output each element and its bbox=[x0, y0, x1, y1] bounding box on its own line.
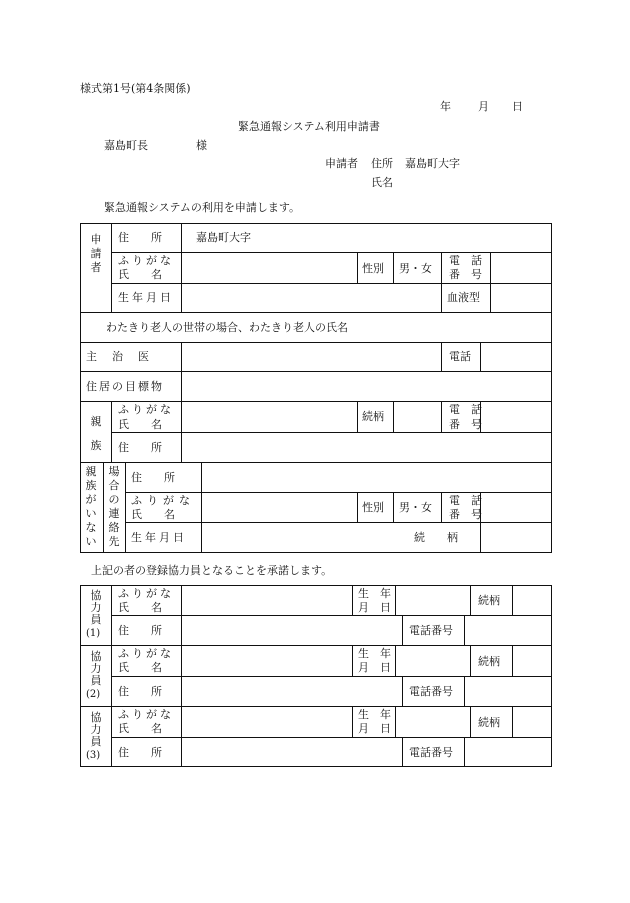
relative-relation-label: 続柄 bbox=[362, 410, 384, 423]
helper2-address-label: 住 所 bbox=[118, 685, 162, 698]
applicant-label: 申請者 bbox=[325, 157, 358, 170]
applicant-gender-label: 性別 bbox=[362, 262, 384, 275]
helper3-number: (3) bbox=[86, 750, 101, 761]
applicant-furigana-label: ふりがな bbox=[118, 254, 174, 267]
helper1-birth-label-1: 生 年 bbox=[358, 587, 391, 600]
applicant-address-label: 住所 bbox=[371, 157, 393, 170]
helper1-birth-label-2: 月 日 bbox=[358, 601, 391, 614]
helper2-phone-label: 電話番号 bbox=[409, 685, 453, 698]
helper1-furigana-label: ふりがな bbox=[118, 587, 174, 600]
helper1-name-label: 氏 名 bbox=[118, 601, 162, 614]
landmark-label: 住居の目標物 bbox=[86, 380, 164, 393]
watari-note: わたきり老人の世帯の場合、わたきり老人の氏名 bbox=[106, 321, 348, 334]
contact-birth-label: 生年月日 bbox=[131, 531, 187, 544]
consent-text: 上記の者の登録協力員となることを承諾します。 bbox=[91, 564, 333, 577]
applicant-address-value: 嘉島町大字 bbox=[196, 231, 251, 244]
helper2-birth-label-2: 月 日 bbox=[358, 661, 391, 674]
applicant-phone-label-1: 電 話 bbox=[449, 254, 482, 267]
contact-name-label: 氏 名 bbox=[131, 508, 175, 521]
helper1-number: (1) bbox=[86, 628, 101, 639]
relative-name-label: 氏 名 bbox=[118, 418, 162, 431]
date-year-label: 年 bbox=[440, 100, 451, 113]
contact-phone-label-2: 番 号 bbox=[449, 508, 482, 521]
contact-phone-label-1: 電 話 bbox=[449, 494, 482, 507]
contact-group-label-col1: 親族がいない bbox=[85, 465, 97, 548]
date-day-label: 日 bbox=[512, 100, 523, 113]
helper2-number: (2) bbox=[86, 689, 101, 700]
helper1-phone-label: 電話番号 bbox=[409, 624, 453, 637]
relative-group-label: 親族 bbox=[90, 415, 102, 452]
relative-phone-label-2: 番 号 bbox=[449, 418, 482, 431]
relative-phone-label-1: 電 話 bbox=[449, 403, 482, 416]
relative-furigana-label: ふりがな bbox=[118, 403, 174, 416]
statement-text: 緊急通報システムの利用を申請します。 bbox=[104, 201, 301, 214]
helper3-relation-label: 続柄 bbox=[478, 716, 500, 729]
addressee-honorific: 様 bbox=[196, 139, 207, 152]
helper3-name-label: 氏 名 bbox=[118, 722, 162, 735]
applicant-group-label: 申請者 bbox=[90, 233, 102, 274]
helper2-name-label: 氏 名 bbox=[118, 661, 162, 674]
helper1-group-label: 協力員 bbox=[90, 589, 102, 626]
applicant-birth-label: 生年月日 bbox=[118, 291, 174, 304]
contact-gender-label: 性別 bbox=[362, 501, 384, 514]
helper3-group-label: 協力員 bbox=[90, 711, 102, 748]
contact-relation-label: 続 柄 bbox=[414, 531, 458, 544]
helper2-group-label: 協力員 bbox=[90, 650, 102, 687]
applicant-name-label: 氏名 bbox=[371, 176, 393, 189]
applicant-address-value: 嘉島町大字 bbox=[405, 157, 460, 170]
helper3-phone-label: 電話番号 bbox=[409, 746, 453, 759]
form-number: 様式第1号(第4条関係) bbox=[80, 82, 191, 95]
relative-address-label: 住 所 bbox=[118, 441, 162, 454]
applicant-blood-label: 血液型 bbox=[447, 291, 480, 304]
applicant-name-label: 氏 名 bbox=[118, 268, 162, 281]
helper2-birth-label-1: 生 年 bbox=[358, 647, 391, 660]
doctor-phone-label: 電話 bbox=[449, 350, 471, 363]
date-month-label: 月 bbox=[478, 100, 489, 113]
applicant-phone-label-2: 番 号 bbox=[449, 268, 482, 281]
doctor-label: 主 治 医 bbox=[86, 350, 151, 363]
helper1-address-label: 住 所 bbox=[118, 624, 162, 637]
applicant-gender-value: 男・女 bbox=[399, 262, 432, 275]
helper3-address-label: 住 所 bbox=[118, 746, 162, 759]
form-title: 緊急通報システム利用申請書 bbox=[238, 120, 380, 133]
applicant-address-label: 住 所 bbox=[118, 231, 162, 244]
helper3-birth-label-1: 生 年 bbox=[358, 708, 391, 721]
helper2-relation-label: 続柄 bbox=[478, 655, 500, 668]
contact-group-label-col2: 場合の連絡先 bbox=[108, 465, 120, 548]
contact-gender-value: 男・女 bbox=[399, 501, 432, 514]
helper3-furigana-label: ふりがな bbox=[118, 708, 174, 721]
contact-furigana-label: ふりがな bbox=[131, 494, 195, 507]
helper1-relation-label: 続柄 bbox=[478, 594, 500, 607]
addressee: 嘉島町長 bbox=[104, 139, 148, 152]
contact-address-label: 住 所 bbox=[131, 471, 175, 484]
helper2-furigana-label: ふりがな bbox=[118, 647, 174, 660]
helper3-birth-label-2: 月 日 bbox=[358, 722, 391, 735]
